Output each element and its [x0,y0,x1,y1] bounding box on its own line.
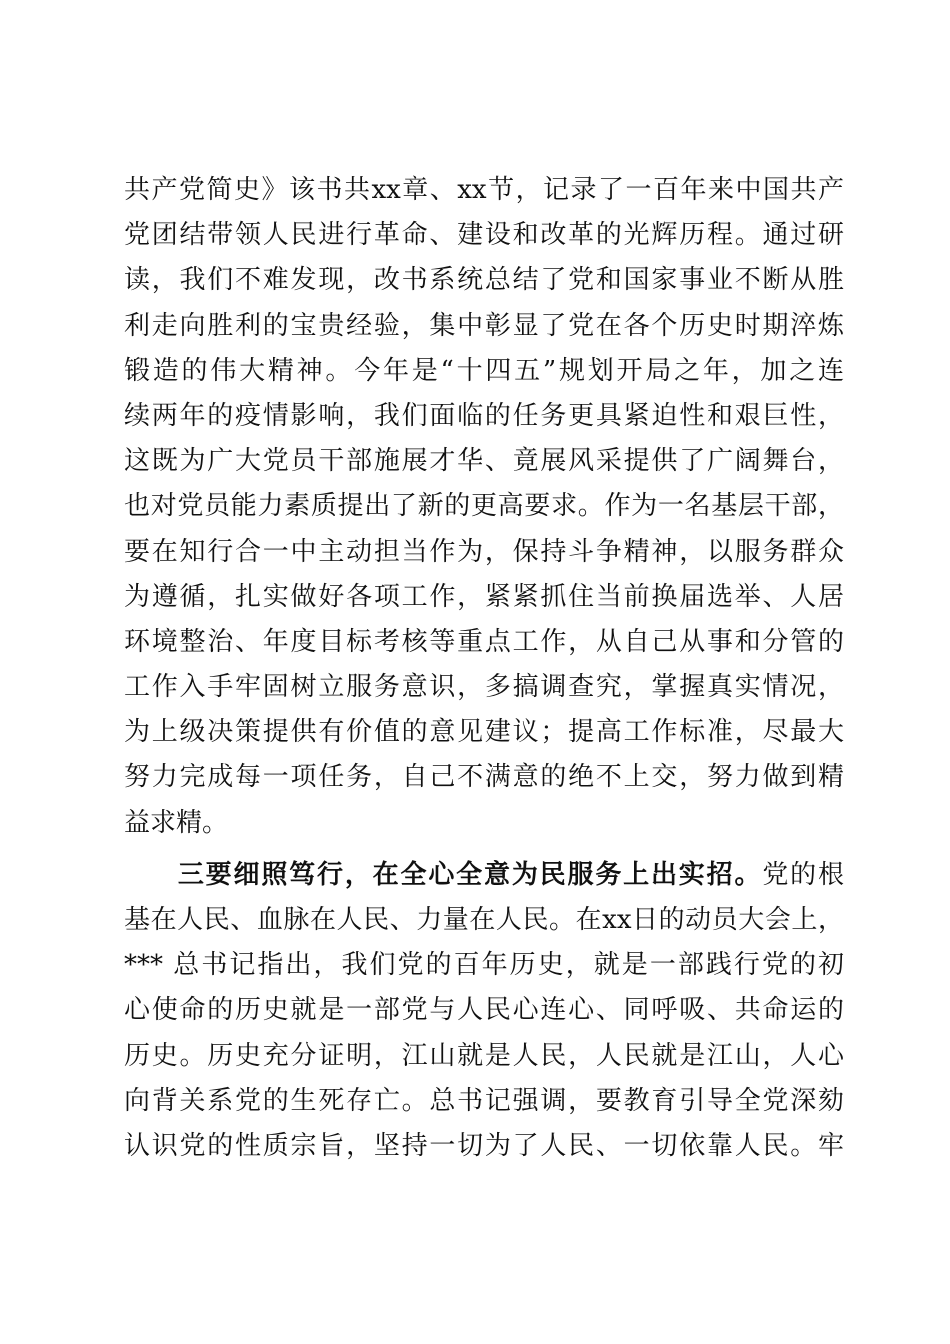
text-line: 续两年的疫情影响，我们面临的任务更具紧迫性和艰巨性， [124,400,844,431]
paragraph-1 [124,168,844,846]
text-line: 锻造的伟大精神。今年是“十四五”规划开局之年，加之连 [124,355,844,386]
text-line: 环境整治、年度目标考核等重点工作，从自己从事和分管的 [124,626,844,657]
text-line: 读，我们不难发现，改书系统总结了党和国家事业不断从胜 [124,265,844,296]
text-line: 要在知行合一中主动担当作为，保持斗争精神，以服务群众 [124,536,844,567]
text-line: 工作入手牢固树立服务意识，多搞调查究，掌握真实情况， [124,672,844,703]
text-line: 为上级决策提供有价值的意见建议；提高工作标准，尽最大 [124,717,844,748]
text-line: 认识党的性质宗旨，坚持一切为了人民、一切依靠人民。牢 [124,1130,844,1161]
text-line-first [124,853,844,898]
text-line: 益求精。 [124,807,229,838]
text-line: 历史。历史充分证明，江山就是人民，人民就是江山，人心 [124,1040,844,1071]
text-line: 共产党简史》该书共xx章、xx节，记录了一百年来中国共产 [124,175,844,205]
text-line: 向背关系党的生死存亡。总书记强调，要教育引导全党深劾 [124,1085,844,1116]
text-line: 这既为广大党员干部施展才华、竟展风采提供了广阔舞台， [124,446,844,477]
paragraph-gap [124,846,844,853]
paragraph-2 [124,853,844,1169]
text-line: *** 总书记指出，我们党的百年历史，就是一部践行党的初 [124,950,844,981]
text-line: 利走向胜利的宝贵经验，集中彰显了党在各个历史时期淬炼 [124,310,844,341]
text-line: 为遵循，扎实做好各项工作，紧紧抓住当前换届选举、人居 [124,581,844,612]
text-line: 基在人民、血脉在人民、力量在人民。在xx日的动员大会上， [124,905,844,935]
text-line: 也对党员能力素质提出了新的更高要求。作为一名基层干部， [124,491,844,522]
text-line: 努力完成每一项任务，自己不满意的绝不上交，努力做到精 [124,762,844,793]
body-text [124,168,844,1169]
text-line: 党团结带领人民进行革命、建设和改革的光辉历程。通过研 [124,220,844,251]
section-heading: 三要细照笃行，在全心全意为民服务上出实招。 [176,859,763,890]
heading-continuation: 党的根 [762,859,844,890]
text-line: 心使命的历史就是一部党与人民心连心、同呼吸、共命运的 [124,995,844,1026]
